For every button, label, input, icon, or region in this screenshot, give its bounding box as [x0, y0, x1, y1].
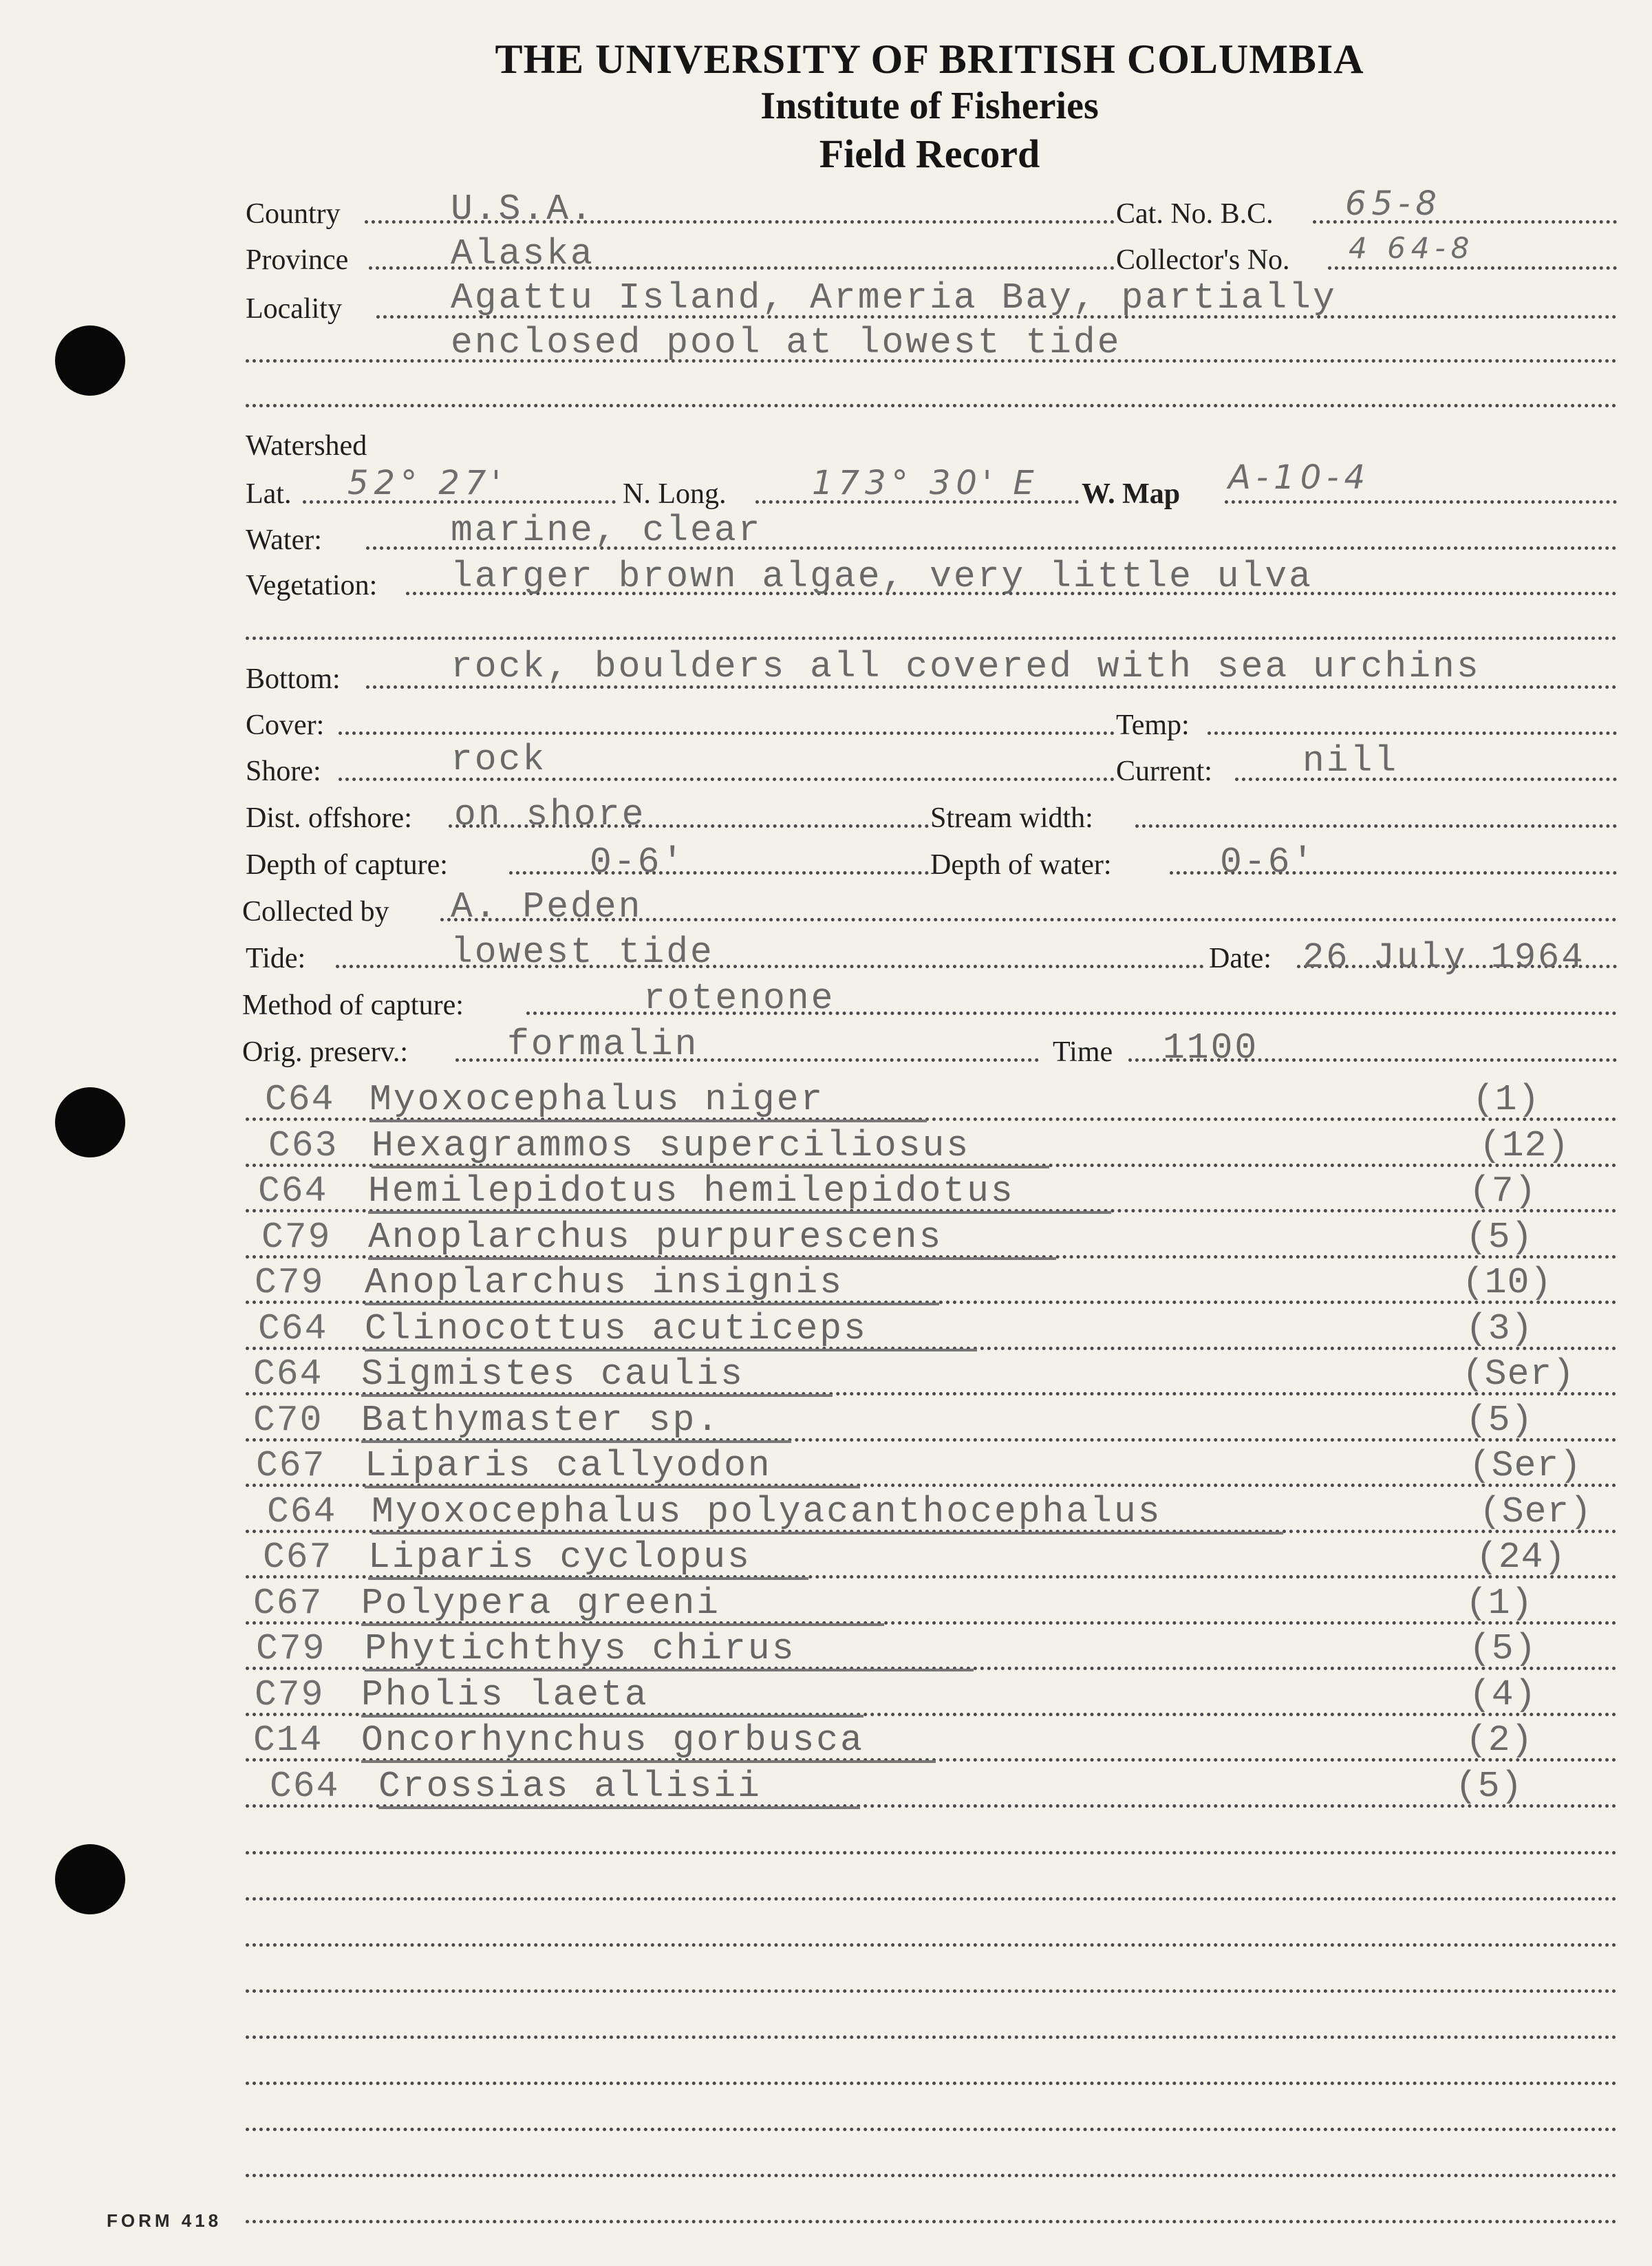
- lat-value: 52° 27': [347, 464, 506, 502]
- depth-water-value: 0-6': [1220, 842, 1316, 883]
- header-field-record: Field Record: [819, 131, 1040, 176]
- current-line: [1235, 778, 1617, 781]
- species-count: (Ser): [1469, 1445, 1583, 1486]
- date-label: Date:: [1209, 943, 1272, 974]
- species-count: (12): [1479, 1125, 1570, 1166]
- blank-ruled-line: [246, 1943, 1617, 1947]
- collector-no-value: 4 64-8: [1349, 231, 1475, 265]
- long-label: N. Long.: [623, 478, 727, 510]
- binder-hole-middle: [55, 1087, 125, 1157]
- species-code: C64: [265, 1079, 335, 1120]
- shore-value: rock: [451, 739, 547, 780]
- species-name: Sigmistes caulis: [361, 1356, 833, 1397]
- blank-ruled-line: [246, 2035, 1617, 2039]
- tide-label: Tide:: [246, 943, 306, 974]
- species-code: C64: [267, 1491, 337, 1532]
- blank-ruled-line: [246, 1851, 1617, 1855]
- country-label: Country: [246, 198, 341, 230]
- blank-ruled-line: [246, 1989, 1617, 1993]
- species-count: (Ser): [1479, 1491, 1593, 1532]
- species-code: C63: [268, 1125, 339, 1166]
- species-name: Liparis callyodon: [365, 1448, 860, 1488]
- species-count: (10): [1462, 1262, 1553, 1303]
- locality-line-3: [246, 404, 1617, 407]
- locality-label: Locality: [246, 293, 342, 325]
- species-name: Liparis cyclopus: [368, 1539, 808, 1580]
- tide-value: lowest tide: [451, 932, 714, 973]
- species-name: Hexagrammos superciliosus: [372, 1128, 1049, 1168]
- cat-no-label: Cat. No. B.C.: [1116, 198, 1274, 230]
- method-label: Method of capture:: [242, 990, 464, 1021]
- species-name: Clinocottus acuticeps: [365, 1311, 977, 1351]
- species-code: C64: [270, 1766, 340, 1807]
- species-code: C79: [255, 1262, 325, 1303]
- header-institute: Institute of Fisheries: [760, 85, 1099, 127]
- header-university: THE UNIVERSITY OF BRITISH COLUMBIA: [495, 36, 1364, 82]
- vegetation-label: Vegetation:: [246, 570, 378, 601]
- species-code: C64: [253, 1354, 323, 1395]
- collector-no-label: Collector's No.: [1116, 244, 1290, 276]
- country-value: U.S.A.: [451, 189, 594, 230]
- species-code: C79: [256, 1628, 326, 1669]
- species-count: (3): [1466, 1308, 1534, 1349]
- cover-label: Cover:: [246, 709, 325, 741]
- species-code: C64: [258, 1308, 328, 1349]
- bottom-value: rock, boulders all covered with sea urchins: [451, 646, 1481, 687]
- temp-label: Temp:: [1116, 709, 1190, 741]
- vegetation-line-2: [246, 637, 1617, 640]
- species-count: (Ser): [1462, 1354, 1576, 1395]
- species-name: Pholis laeta: [361, 1677, 863, 1718]
- species-code: C67: [253, 1583, 323, 1624]
- stream-width-label: Stream width:: [930, 802, 1093, 834]
- depth-capture-value: 0-6': [590, 842, 686, 883]
- dist-offshore-value: on shore: [454, 794, 646, 835]
- water-value: marine, clear: [451, 510, 762, 551]
- species-count: (5): [1466, 1217, 1534, 1258]
- map-value: A-10-4: [1228, 458, 1371, 497]
- species-count: (1): [1466, 1583, 1534, 1624]
- species-name: Oncorhynchus gorbusca: [361, 1722, 936, 1763]
- depth-capture-line: [509, 871, 929, 875]
- province-value: Alaska: [451, 233, 594, 275]
- collected-by-value: A. Peden: [451, 886, 643, 928]
- current-value: nill: [1302, 740, 1399, 782]
- preserv-label: Orig. preserv.:: [242, 1036, 409, 1068]
- temp-line: [1208, 731, 1617, 735]
- species-name: Polypera greeni: [361, 1585, 884, 1626]
- species-code: C67: [256, 1445, 326, 1486]
- cover-line: [339, 731, 1115, 735]
- species-count: (2): [1466, 1720, 1534, 1761]
- locality-value-1: Agattu Island, Armeria Bay, partially: [451, 277, 1337, 319]
- blank-ruled-line: [246, 2220, 1617, 2223]
- binder-hole-bottom: [55, 1844, 125, 1914]
- species-name: Myoxocephalus polyacanthocephalus: [372, 1494, 1283, 1535]
- map-line: [1225, 500, 1617, 504]
- species-code: C79: [255, 1674, 325, 1715]
- date-value: 26 July 1964: [1302, 937, 1585, 978]
- binder-hole-top: [55, 325, 125, 396]
- species-name: Hemilepidotus hemilepidotus: [368, 1173, 1111, 1214]
- depth-water-label: Depth of water:: [930, 849, 1112, 881]
- preserv-value: formalin: [507, 1024, 699, 1065]
- map-label: W. Map: [1082, 478, 1181, 510]
- species-code: C70: [253, 1400, 323, 1441]
- water-label: Water:: [246, 524, 322, 556]
- lat-label: Lat.: [246, 478, 292, 510]
- long-value: 173° 30' E: [812, 464, 1040, 502]
- species-name: Bathymaster sp.: [361, 1402, 791, 1443]
- blank-ruled-line: [246, 2128, 1617, 2131]
- species-code: C67: [263, 1537, 333, 1578]
- species-count: (1): [1472, 1079, 1541, 1120]
- blank-ruled-line: [246, 2174, 1617, 2177]
- form-number: FORM 418: [107, 2210, 222, 2231]
- cat-no-value: 65-8: [1345, 184, 1442, 223]
- time-label: Time: [1053, 1036, 1113, 1068]
- province-label: Province: [246, 244, 349, 276]
- species-name: Anoplarchus purpurescens: [368, 1219, 1056, 1260]
- collector-no-line: [1328, 266, 1617, 270]
- species-code: C14: [253, 1720, 323, 1761]
- species-count: (24): [1476, 1537, 1567, 1578]
- bottom-label: Bottom:: [246, 663, 341, 695]
- locality-value-2: enclosed pool at lowest tide: [451, 322, 1122, 363]
- blank-ruled-line: [246, 1897, 1617, 1901]
- species-name: Anoplarchus insignis: [365, 1265, 939, 1305]
- species-name: Myoxocephalus niger: [369, 1082, 927, 1122]
- collected-by-label: Collected by: [242, 896, 389, 928]
- species-count: (5): [1466, 1400, 1534, 1441]
- species-count: (5): [1469, 1628, 1537, 1669]
- species-name: Phytichthys chirus: [365, 1631, 974, 1671]
- dist-offshore-label: Dist. offshore:: [246, 802, 412, 834]
- current-label: Current:: [1116, 756, 1212, 787]
- stream-width-line: [1135, 824, 1617, 828]
- species-count: (4): [1469, 1674, 1537, 1715]
- species-code: C79: [261, 1217, 332, 1258]
- watershed-label: Watershed: [246, 430, 367, 462]
- species-count: (7): [1469, 1171, 1537, 1212]
- method-value: rotenone: [643, 978, 835, 1019]
- depth-capture-label: Depth of capture:: [246, 849, 448, 881]
- species-name: Crossias allisii: [378, 1768, 860, 1809]
- time-value: 1100: [1163, 1027, 1259, 1069]
- species-count: (5): [1455, 1766, 1523, 1807]
- blank-ruled-line: [246, 2082, 1617, 2085]
- species-code: C64: [258, 1171, 328, 1212]
- vegetation-value: larger brown algae, very little ulva: [451, 556, 1313, 597]
- shore-label: Shore:: [246, 756, 321, 787]
